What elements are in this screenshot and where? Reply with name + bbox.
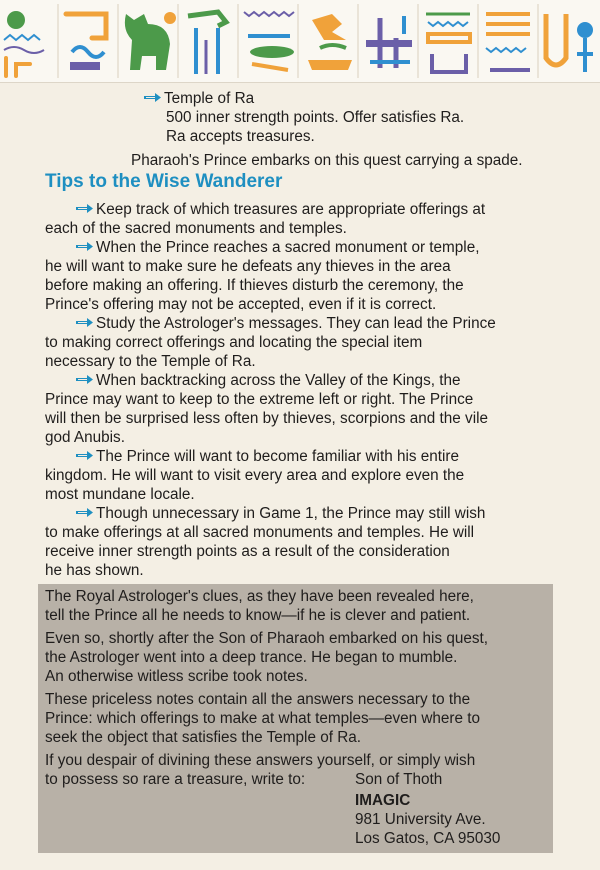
bird-icon [308,14,352,70]
tip-line: When the Prince reaches a sacred monument or temple, [76,238,479,257]
lotus-icon [486,14,530,70]
temple-of-ra-entry [144,89,254,108]
tip-line: Prince's offering may not be accepted, even if it is correct. [45,296,437,313]
panel-line: Even so, shortly after the Son of Pharaoh embarked on his quest, [45,630,489,647]
arrow-bullet-icon [76,318,93,327]
panel-line: seek the object that satisfies the Temple of Ra. [45,729,362,746]
tip-line: to making correct offerings and locating the special item [45,334,423,351]
panel-line: If you despair of divining these answers yourself, or simply wish [45,752,476,769]
temple-accepts: Ra accepts treasures. [166,128,315,145]
tip-line: Keep track of which treasures are appropriate offerings at [76,200,485,219]
tip-line: kingdom. He will want to visit every area and explore even the [45,467,465,484]
panel-line: Prince: which offerings to make at what temples—even where to [45,710,481,727]
seated-figure-icon [125,12,176,70]
hand-icon [244,12,294,70]
arrow-bullet-icon [76,242,93,251]
address-city: Los Gatos, CA 95030 [355,830,501,847]
tip-line: before making an offering. If thieves disturb the ceremony, the [45,277,464,294]
arrow-bullet-icon [144,93,161,102]
throne-icon [366,16,412,68]
tip-line: god Anubis. [45,429,125,446]
quest-line: Pharaoh's Prince embarks on this quest carrying a spade. [131,152,523,169]
tip-line: Study the Astrologer's messages. They can lead the Prince [76,314,496,333]
pool-icon [426,14,470,72]
temple-name: Temple of Ra [164,90,255,107]
ankh-icon [546,14,593,72]
tip-line: most mundane locale. [45,486,195,503]
tip-line: necessary to the Temple of Ra. [45,353,256,370]
tip-line: to make offerings at all sacred monuments and temples. He will [45,524,475,541]
address-name: Son of Thoth [355,771,443,788]
tip-line: Prince may want to keep to the extreme left or right. The Prince [45,391,474,408]
tip-line: each of the sacred monuments and temples. [45,220,347,237]
jackal-icon [188,12,226,74]
arrow-bullet-icon [76,451,93,460]
water-ripple-icon [66,14,106,70]
arrow-bullet-icon [76,508,93,517]
tips-heading: Tips to the Wise Wanderer [45,171,283,192]
tip-line: The Prince will want to become familiar with his entire [76,447,459,466]
arrow-bullet-icon [76,204,93,213]
tip-line: he will want to make sure he defeats any thieves in the area [45,258,451,275]
tip-line: When backtracking across the Valley of the Kings, the [76,371,460,390]
tip-line: he has shown. [45,562,144,579]
panel-line: the Astrologer went into a deep trance. He began to mumble. [45,649,458,666]
address-company: IMAGIC [355,792,411,809]
tip-line: will then be surprised less often by thieves, scorpions and the vile [45,410,488,427]
panel-line: The Royal Astrologer's clues, as they have been revealed here, [45,588,474,605]
tip-line: receive inner strength points as a result of the consideration [45,543,450,560]
panel-line: These priceless notes contain all the answers necessary to the [45,691,471,708]
hieroglyph-header-band [0,0,600,83]
arrow-bullet-icon [76,375,93,384]
temple-points: 500 inner strength points. Offer satisfies Ra. [166,109,465,126]
sun-disk-icon [4,11,44,76]
address-street: 981 University Ave. [355,811,486,828]
panel-line: tell the Prince all he needs to know—if he is clever and patient. [45,607,471,624]
panel-line: An otherwise witless scribe took notes. [45,668,308,685]
hieroglyph-frieze [0,0,600,82]
panel-line: to possess so rare a treasure, write to: [45,771,306,788]
tip-line: Though unnecessary in Game 1, the Prince may still wish [76,504,485,523]
